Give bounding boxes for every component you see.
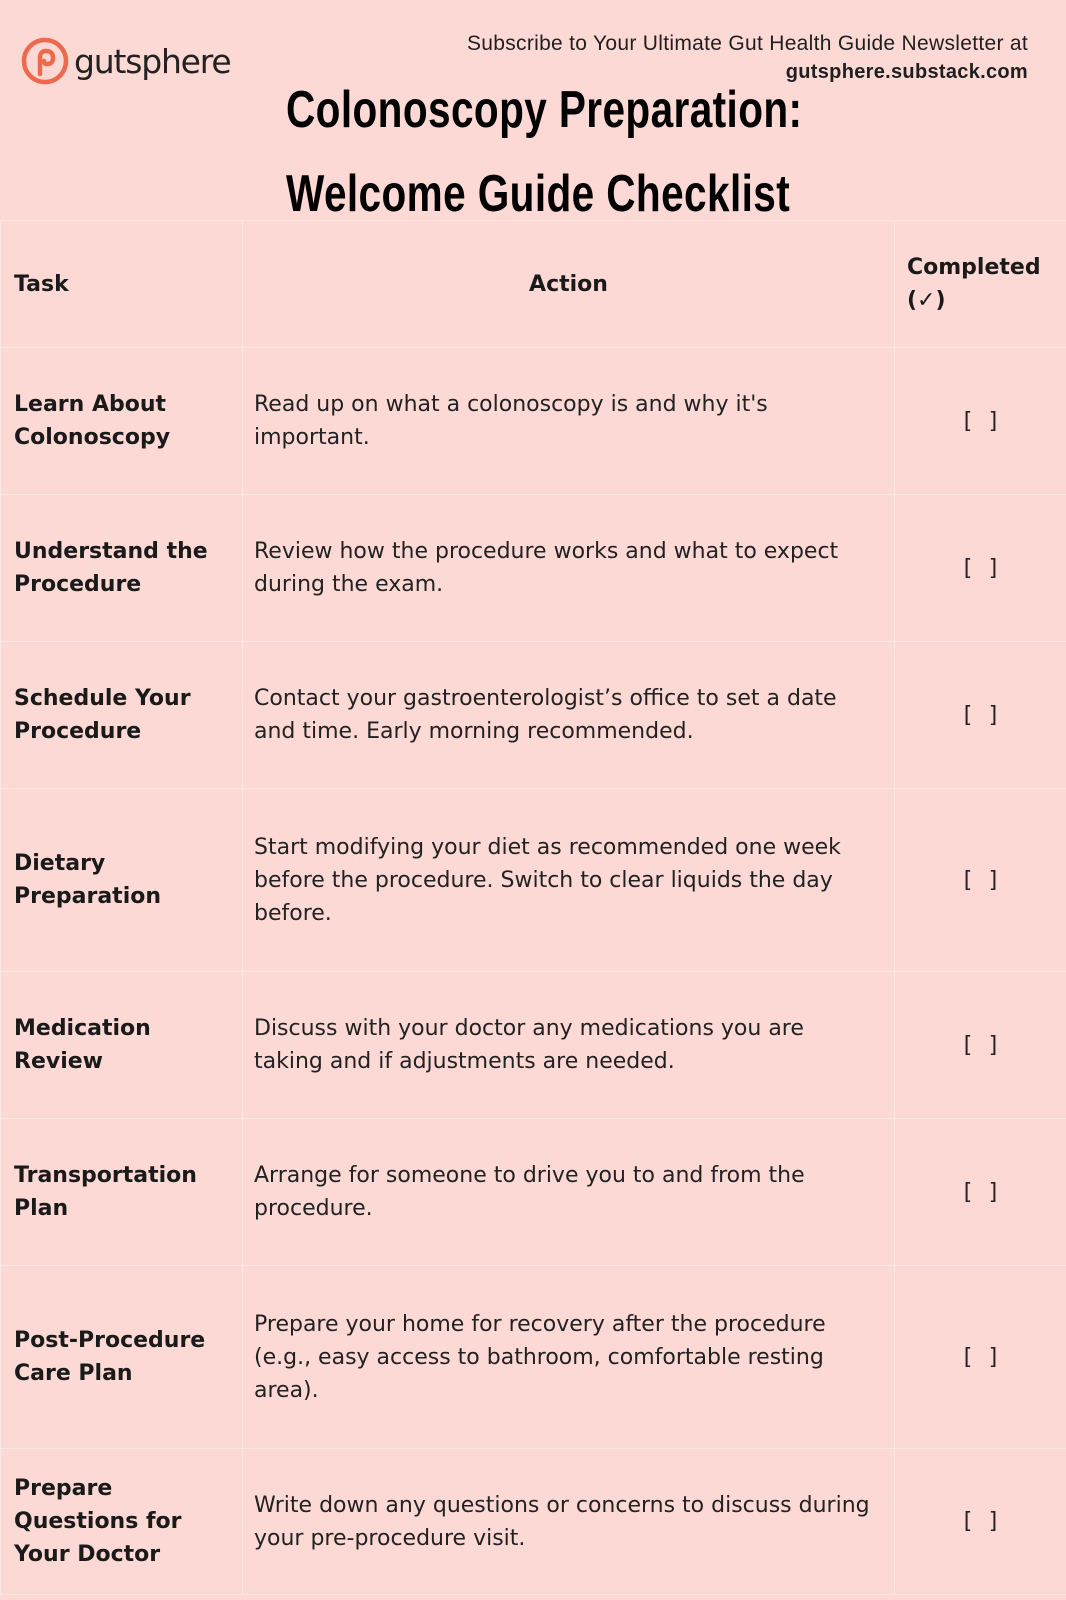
completed-checkbox[interactable]: [ ] xyxy=(895,972,1066,1119)
table-row xyxy=(1,1266,1066,1449)
action-cell: Start modifying your diet as recommended one week before the procedure. Switch to clear liquids the day before. xyxy=(243,789,895,972)
task-cell: Schedule Your Procedure xyxy=(1,642,243,789)
page-title xyxy=(286,68,803,236)
task-cell: Dietary Preparation xyxy=(1,789,243,972)
completed-checkbox[interactable]: [ ] xyxy=(895,1119,1066,1266)
table-row xyxy=(1,495,1066,642)
table-row xyxy=(1,789,1066,972)
checklist-table xyxy=(0,220,1066,1595)
table-row xyxy=(1,1449,1066,1595)
completed-checkbox[interactable]: [ ] xyxy=(895,495,1066,642)
table-row xyxy=(1,642,1066,789)
task-cell: Post-Procedure Care Plan xyxy=(1,1266,243,1449)
title-line-1: Colonoscopy Preparation: xyxy=(286,81,803,139)
completed-checkbox[interactable]: [ ] xyxy=(895,1266,1066,1449)
table-row xyxy=(1,348,1066,495)
brand-logo xyxy=(20,36,231,86)
completed-checkbox[interactable]: [ ] xyxy=(895,1449,1066,1595)
action-cell: Contact your gastroenterologist’s office to set a date and time. Early morning recommended. xyxy=(243,642,895,789)
completed-checkbox[interactable]: [ ] xyxy=(895,789,1066,972)
action-cell: Review how the procedure works and what to expect during the exam. xyxy=(243,495,895,642)
header-completed: Completed (✓) xyxy=(895,221,1066,348)
table-header-row xyxy=(1,221,1066,348)
task-cell: Prepare Questions for Your Doctor xyxy=(1,1449,243,1595)
header-task: Task xyxy=(1,221,243,348)
newsletter-link[interactable]: gutsphere.substack.com xyxy=(785,61,1028,83)
action-cell: Prepare your home for recovery after the procedure (e.g., easy access to bathroom, comfortable resting area). xyxy=(243,1266,895,1449)
brand-name: gutsphere xyxy=(74,41,231,81)
action-cell: Discuss with your doctor any medications you are taking and if adjustments are needed. xyxy=(243,972,895,1119)
table-row xyxy=(1,1119,1066,1266)
action-cell: Read up on what a colonoscopy is and why it's important. xyxy=(243,348,895,495)
table-row xyxy=(1,972,1066,1119)
task-cell: Medication Review xyxy=(1,972,243,1119)
header-action: Action xyxy=(243,221,895,348)
subscribe-text: Subscribe to Your Ultimate Gut Health Guide Newsletter at xyxy=(466,32,1028,55)
completed-checkbox[interactable]: [ ] xyxy=(895,348,1066,495)
task-cell: Learn About Colonoscopy xyxy=(1,348,243,495)
completed-checkbox[interactable]: [ ] xyxy=(895,642,1066,789)
gut-logo-icon xyxy=(20,36,70,86)
task-cell: Understand the Procedure xyxy=(1,495,243,642)
action-cell: Arrange for someone to drive you to and from the procedure. xyxy=(243,1119,895,1266)
title-line-2: Welcome Guide Checklist xyxy=(286,165,791,223)
action-cell: Write down any questions or concerns to discuss during your pre-procedure visit. xyxy=(243,1449,895,1595)
header xyxy=(0,0,1066,223)
task-cell: Transportation Plan xyxy=(1,1119,243,1266)
